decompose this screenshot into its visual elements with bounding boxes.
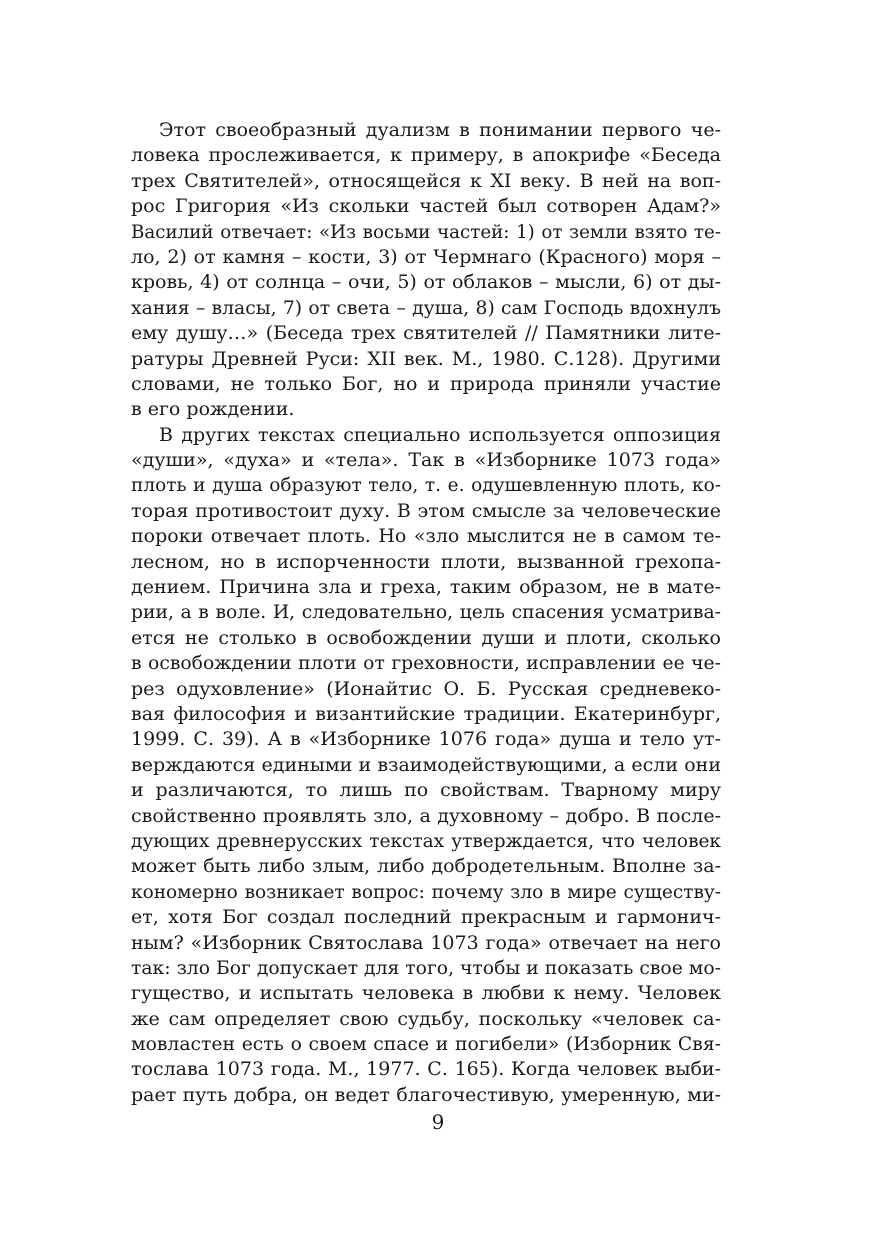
paragraph-1	[131, 118, 721, 423]
text-line: ему душу…» (Беседа трех святителей // Памятники лите-	[131, 322, 721, 345]
page-number: 9	[431, 1110, 445, 1134]
text-line: рез одуховление» (Ионайтис О. Б. Русская средневеко-	[131, 677, 721, 700]
text-line: тослава 1073 года. М., 1977. С. 165). Когда человек выби-	[131, 1058, 721, 1081]
text-line: верждаются едиными и взаимодействующими, а если они	[131, 753, 721, 776]
text-line: может быть либо злым, либо добродетельным. Вполне за-	[131, 855, 721, 878]
text-line: ным? «Изборник Святослава 1073 года» отвечает на него	[131, 931, 721, 954]
text-line: дующих древнерусских текстах утверждается, что человек	[131, 830, 721, 852]
text-line: трех Святителей», относящейся к XI веку. В ней на воп-	[131, 169, 721, 192]
text-line: же сам определяет свою судьбу, поскольку «человек са-	[131, 1007, 721, 1030]
text-line: свойственно проявлять зло, а духовному – добро. В после-	[131, 804, 721, 827]
text-line: ется не столько в освобождении души и плоти, сколько	[131, 626, 721, 649]
text-line: так: зло Бог допускает для того, чтобы и показать свое мо-	[131, 957, 721, 979]
text-line: пороки отвечает плоть. Но «зло мыслится не в самом те-	[131, 525, 721, 548]
text-line: В других текстах специально используется оппозиция	[159, 423, 721, 446]
text-line: ет, хотя Бог создал последний прекрасным и гармонич-	[131, 906, 721, 929]
text-line: и различаются, то лишь по свойствам. Тварному миру	[131, 779, 721, 802]
text-line: рии, а в воле. И, следовательно, цель спасения усматрива-	[131, 602, 721, 624]
text-line: кровь, 4) от солнца – очи, 5) от облаков – мысли, 6) от ды-	[131, 271, 721, 294]
text-line: ло, 2) от камня – кости, 3) от Чермнаго (Красного) моря –	[131, 245, 721, 268]
text-line: торая противостоит духу. В этом смысле за человеческие	[131, 499, 721, 522]
text-line: лесном, но в испорченности плоти, вызванной грехопа-	[131, 550, 721, 573]
text-line: дением. Причина зла и греха, таким образом, не в мате-	[131, 576, 721, 599]
text-line: кономерно возникает вопрос: почему зло в мире существу-	[131, 881, 721, 903]
text-line: хания – власы, 7) от света – душа, 8) сам Господь вдохнулъ	[131, 297, 721, 319]
text-line: «души», «духа» и «тела». Так в «Изборнике 1073 года»	[131, 449, 721, 472]
text-line: 1999. С. 39). А в «Изборнике 1076 года» душа и тело ут-	[131, 728, 721, 751]
text-line: рает путь добра, он ведет благочестивую, умеренную, ми-	[131, 1083, 721, 1106]
text-line: ловека прослеживается, к примеру, в апокрифе «Беседа	[131, 144, 721, 167]
text-line: гущество, и испытать человека в любви к нему. Человек	[131, 982, 721, 1005]
text-line: в его рождении.	[131, 398, 295, 421]
text-line: рос Григория «Из скольки частей был сотворен Адам?»	[131, 195, 721, 218]
text-line: плоть и душа образуют тело, т. е. одушевленную плоть, ко-	[131, 475, 721, 497]
text-line: в освобождении плоти от греховности, исправлении ее че-	[131, 653, 721, 675]
text-line: словами, не только Бог, но и природа приняли участие	[131, 372, 721, 395]
text-line: Василий отвечает: «Из восьми частей: 1) от земли взято те-	[131, 221, 721, 243]
text-line: мовластен есть о своем спасе и погибели» (Изборник Свя-	[131, 1034, 721, 1056]
main-text	[131, 118, 721, 1108]
text-line: Этот своеобразный дуализм в понимании первого че-	[159, 119, 721, 141]
text-line: ратуры Древней Руси: XII век. М., 1980. С.128). Другими	[131, 347, 721, 370]
text-line: вая философия и византийские традиции. Екатеринбург,	[131, 702, 721, 725]
paragraph-2	[131, 423, 721, 1109]
